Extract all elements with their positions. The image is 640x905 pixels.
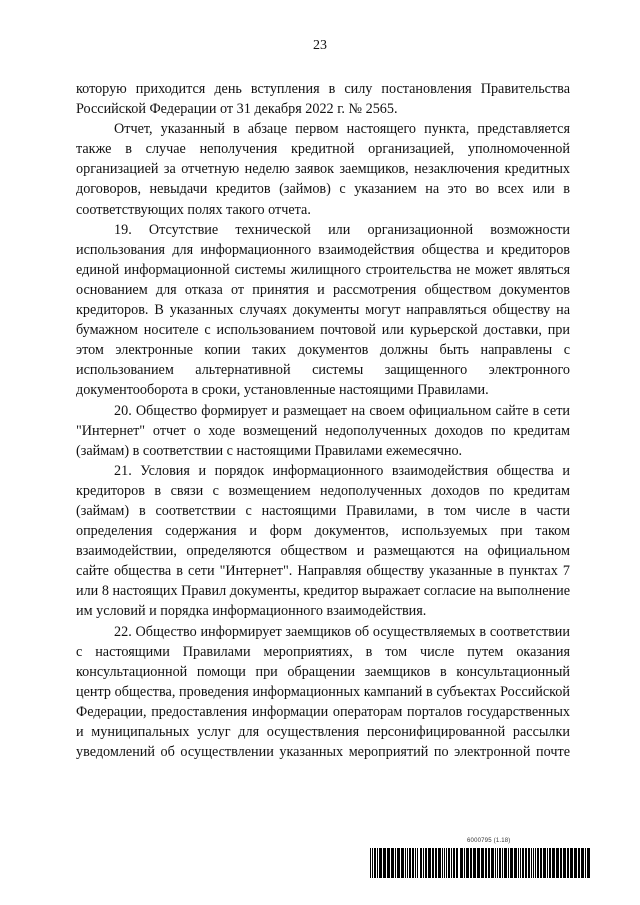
paragraph-item-20: 20. Общество формирует и размещает на своем официальном сайте в сети "Интернет" отчет о ходе возмещений недополученных доходов по кредитам (займам) в соответствии с настоящими Правилами ежемесячно. [76,402,570,459]
paragraph-item-19: 19. Отсутствие технической или организационной возможности использования для информационного взаимодействия общества и кредиторов единой информационной системы жилищного строительства не может являться основанием для отказа от принятия и рассмотрения обществом документов кредиторов. В указанных случаях документы могут направляться обществу на бумажном носителе с использованием почтовой или курьерской доставки, при этом электронные копии таких документов должны быть направлены с использованием альтернативной системы защищенного электронного документооборота в сроки, установленные настоящими Правилами. [76,221,570,399]
document-body [76,79,570,762]
paragraph-continuation: которую приходится день вступления в силу постановления Правительства Российской Федерации от 31 декабря 2022 г. № 2565. [76,81,570,118]
paragraph-item-21: 21. Условия и порядок информационного взаимодействия общества и кредиторов в связи с возмещением недополученных доходов по кредитам (займам) в соответствии с настоящими Правилами, в том числе в части определения содержания и форм документов, используемых при таком взаимодействии, определяются обществом и размещаются на официальном сайте общества в сети "Интернет". Направляя обществу указанные в пунктах 7 или 8 настоящих Правил документы, кредитор выражает согласие на выполнение им условий и порядка информационного взаимодействия. [76,462,570,620]
document-stamp [370,838,590,878]
stamp-code: 6000795 (1.18) [467,838,511,844]
page-number: 23 [313,38,327,53]
paragraph-item-22: 22. Общество информирует заемщиков об осуществляемых в соответствии с настоящими Правилами мероприятиях, в том числе путем оказания консультационной помощи при обращении заемщиков в консультационный центр общества, проведения информационных кампаний в субъектах Российской Федерации, предоставления информации операторам порталов государственных и муниципальных услуг для осуществления персонифицированной рассылки уведомлений об осуществлении указанных мероприятий по электронной почте [76,623,570,761]
paragraph-report-note: Отчет, указанный в абзаце первом настоящего пункта, представляется также в случае неполучения кредитной организацией, уполномоченной организацией за отчетную неделю заявок заемщиков, незаключения кредитных договоров, невыдачи кредитов (займов) с указанием на это во всех или в соответствующих полях такого отчета. [76,121,570,218]
barcode-icon [370,848,590,878]
